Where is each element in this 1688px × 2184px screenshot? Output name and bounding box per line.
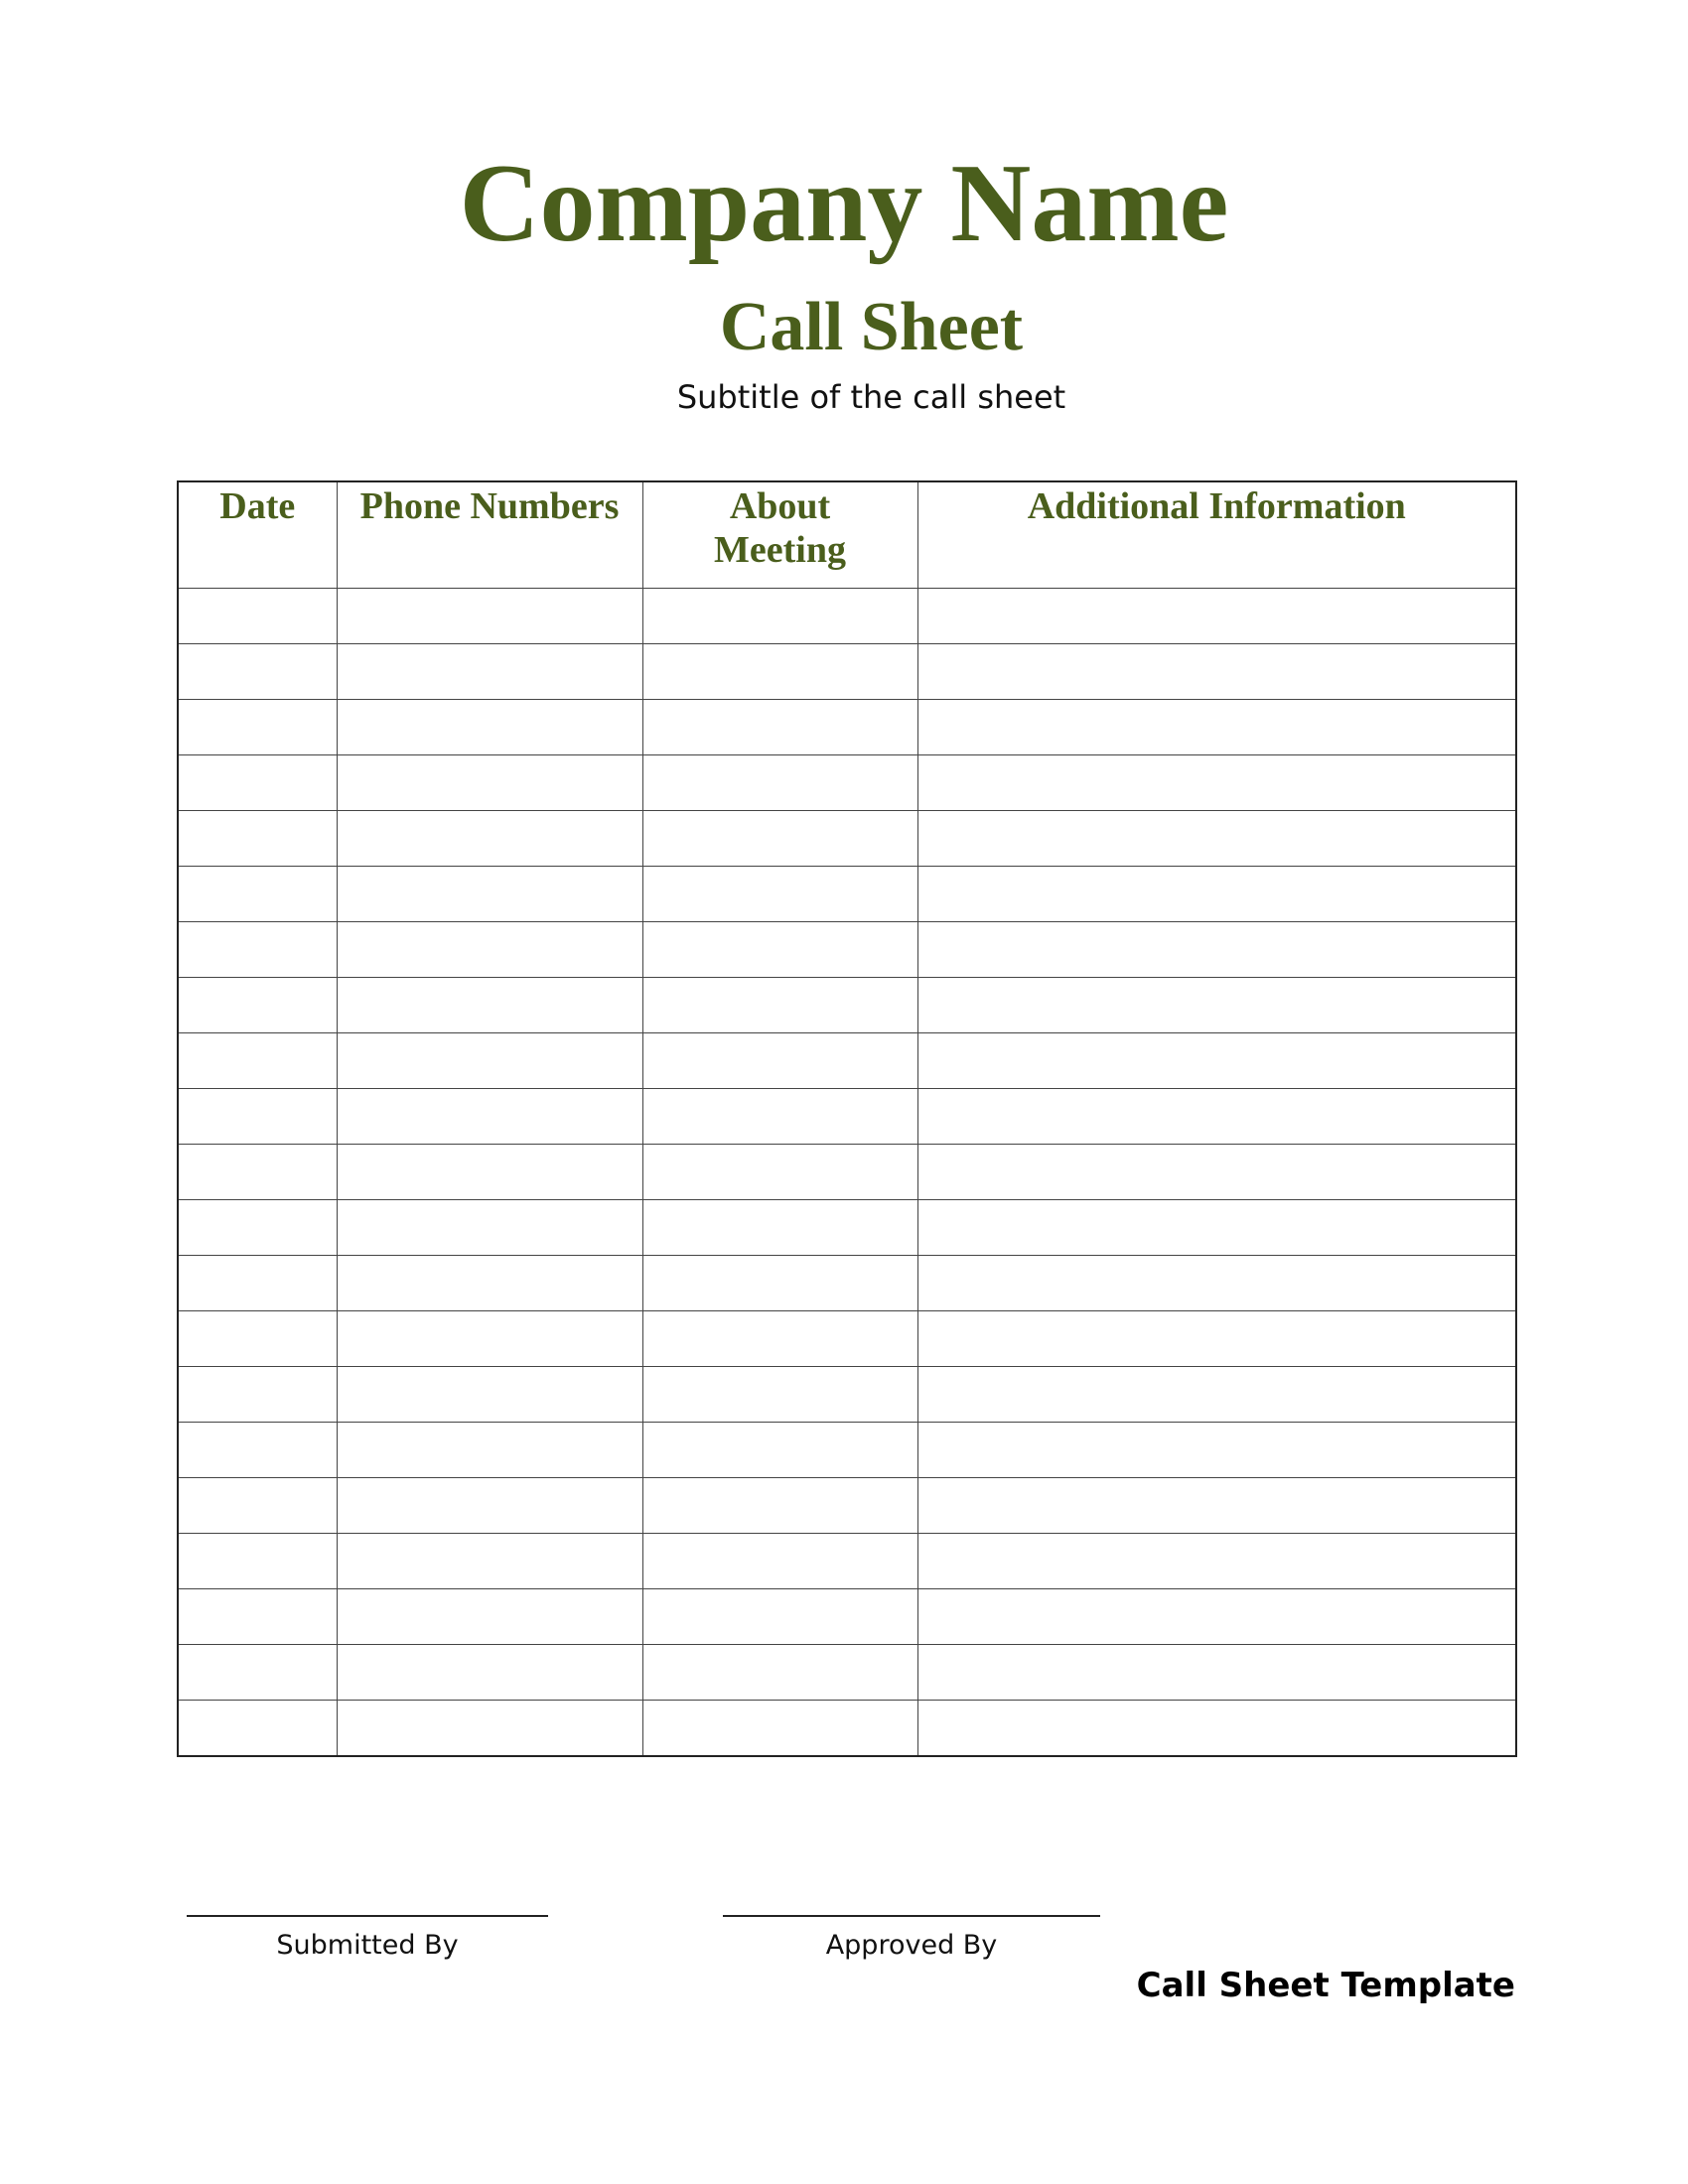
- table-cell[interactable]: [642, 589, 917, 644]
- table-row: [178, 1089, 1516, 1145]
- table-cell[interactable]: [337, 644, 642, 700]
- table-cell[interactable]: [337, 1311, 642, 1367]
- table-cell[interactable]: [642, 1589, 917, 1645]
- table-cell[interactable]: [642, 922, 917, 978]
- table-row: [178, 755, 1516, 811]
- table-cell[interactable]: [917, 700, 1516, 755]
- table-cell[interactable]: [917, 1033, 1516, 1089]
- table-cell[interactable]: [642, 1423, 917, 1478]
- table-cell[interactable]: [337, 1478, 642, 1534]
- table-cell[interactable]: [642, 1145, 917, 1200]
- table-cell[interactable]: [917, 1256, 1516, 1311]
- table-cell[interactable]: [917, 978, 1516, 1033]
- table-cell[interactable]: [642, 1534, 917, 1589]
- table-cell[interactable]: [642, 755, 917, 811]
- table-row: [178, 1478, 1516, 1534]
- column-header-phone-numbers: Phone Numbers: [337, 481, 642, 589]
- table-cell[interactable]: [178, 755, 337, 811]
- table-cell[interactable]: [178, 644, 337, 700]
- column-header-about-meeting-label: About Meeting: [714, 485, 846, 571]
- table-cell[interactable]: [917, 1145, 1516, 1200]
- table-cell[interactable]: [178, 1423, 337, 1478]
- table-cell[interactable]: [337, 1423, 642, 1478]
- table-cell[interactable]: [917, 755, 1516, 811]
- table-cell[interactable]: [917, 1089, 1516, 1145]
- column-header-date: Date: [178, 481, 337, 589]
- table-row: [178, 1145, 1516, 1200]
- table-cell[interactable]: [337, 700, 642, 755]
- table-row: [178, 1311, 1516, 1367]
- table-cell[interactable]: [178, 1033, 337, 1089]
- table-cell[interactable]: [178, 922, 337, 978]
- table-cell[interactable]: [178, 1478, 337, 1534]
- table-cell[interactable]: [917, 811, 1516, 867]
- table-cell[interactable]: [337, 978, 642, 1033]
- approved-by-label: Approved By: [825, 1930, 998, 1961]
- table-cell[interactable]: [337, 1145, 642, 1200]
- table-cell[interactable]: [642, 1645, 917, 1701]
- table-cell[interactable]: [337, 1589, 642, 1645]
- table-cell[interactable]: [642, 1311, 917, 1367]
- table-cell[interactable]: [337, 1645, 642, 1701]
- table-row: [178, 1645, 1516, 1701]
- table-row: [178, 1256, 1516, 1311]
- table-cell[interactable]: [642, 1200, 917, 1256]
- submitted-by-signature-line[interactable]: [187, 1915, 548, 1917]
- table-cell[interactable]: [642, 1033, 917, 1089]
- table-header-row: [178, 481, 1516, 589]
- table-row: [178, 700, 1516, 755]
- table-cell[interactable]: [917, 1200, 1516, 1256]
- table-cell[interactable]: [917, 589, 1516, 644]
- table-cell[interactable]: [917, 1367, 1516, 1423]
- table-row: [178, 811, 1516, 867]
- column-header-about-meeting: [642, 481, 917, 589]
- table-cell[interactable]: [178, 1701, 337, 1757]
- table-cell[interactable]: [178, 700, 337, 755]
- table-cell[interactable]: [337, 1033, 642, 1089]
- table-cell[interactable]: [917, 1423, 1516, 1478]
- table-cell[interactable]: [337, 1200, 642, 1256]
- table-body: [178, 589, 1516, 1757]
- table-cell[interactable]: [917, 1701, 1516, 1757]
- page-subtitle: Subtitle of the call sheet: [676, 378, 1066, 416]
- table-cell[interactable]: [337, 922, 642, 978]
- table-cell[interactable]: [642, 700, 917, 755]
- table-cell[interactable]: [178, 1589, 337, 1645]
- table-cell[interactable]: [178, 1089, 337, 1145]
- table-cell[interactable]: [178, 1311, 337, 1367]
- table-cell[interactable]: [337, 755, 642, 811]
- table-cell[interactable]: [642, 1701, 917, 1757]
- table-row: [178, 922, 1516, 978]
- submitted-by-label: Submitted By: [276, 1930, 459, 1961]
- table-cell[interactable]: [337, 1089, 642, 1145]
- column-header-additional-information: Additional Information: [917, 481, 1516, 589]
- table-cell[interactable]: [642, 811, 917, 867]
- table-row: [178, 1589, 1516, 1645]
- table-row: [178, 1423, 1516, 1478]
- table-cell[interactable]: [642, 1367, 917, 1423]
- company-name: Company Name: [459, 142, 1229, 265]
- table-row: [178, 867, 1516, 922]
- table-cell[interactable]: [337, 1256, 642, 1311]
- table-row: [178, 1200, 1516, 1256]
- table-cell[interactable]: [178, 1200, 337, 1256]
- footer-template-label: Call Sheet Template: [1136, 1966, 1515, 2005]
- page-title: Call Sheet: [719, 289, 1024, 365]
- table-row: [178, 1701, 1516, 1757]
- table-row: [178, 1033, 1516, 1089]
- table-cell[interactable]: [917, 922, 1516, 978]
- call-sheet-table: [177, 480, 1517, 1757]
- table-row: [178, 1534, 1516, 1589]
- table-cell[interactable]: [337, 1534, 642, 1589]
- table-cell[interactable]: [642, 1256, 917, 1311]
- table-cell[interactable]: [178, 1367, 337, 1423]
- table-row: [178, 1367, 1516, 1423]
- table-cell[interactable]: [917, 1645, 1516, 1701]
- table-row: [178, 978, 1516, 1033]
- table-cell[interactable]: [642, 1089, 917, 1145]
- table-cell[interactable]: [337, 1701, 642, 1757]
- table-cell[interactable]: [917, 867, 1516, 922]
- table-cell[interactable]: [917, 1534, 1516, 1589]
- table-cell[interactable]: [178, 978, 337, 1033]
- table-cell[interactable]: [178, 811, 337, 867]
- table-row: [178, 644, 1516, 700]
- table-cell[interactable]: [178, 867, 337, 922]
- table-cell[interactable]: [642, 644, 917, 700]
- approved-by-signature-line[interactable]: [723, 1915, 1100, 1917]
- table-row: [178, 589, 1516, 644]
- table-cell[interactable]: [642, 978, 917, 1033]
- table-cell[interactable]: [178, 1145, 337, 1200]
- table-cell[interactable]: [917, 644, 1516, 700]
- table-cell[interactable]: [178, 1645, 337, 1701]
- table-cell[interactable]: [642, 1478, 917, 1534]
- table-cell[interactable]: [337, 1367, 642, 1423]
- table-cell[interactable]: [178, 1256, 337, 1311]
- table-cell[interactable]: [178, 1534, 337, 1589]
- table-cell[interactable]: [642, 867, 917, 922]
- table-cell[interactable]: [337, 811, 642, 867]
- table-cell[interactable]: [917, 1478, 1516, 1534]
- table-cell[interactable]: [917, 1311, 1516, 1367]
- table-cell[interactable]: [337, 867, 642, 922]
- table-cell[interactable]: [178, 589, 337, 644]
- table-cell[interactable]: [917, 1589, 1516, 1645]
- table-cell[interactable]: [337, 589, 642, 644]
